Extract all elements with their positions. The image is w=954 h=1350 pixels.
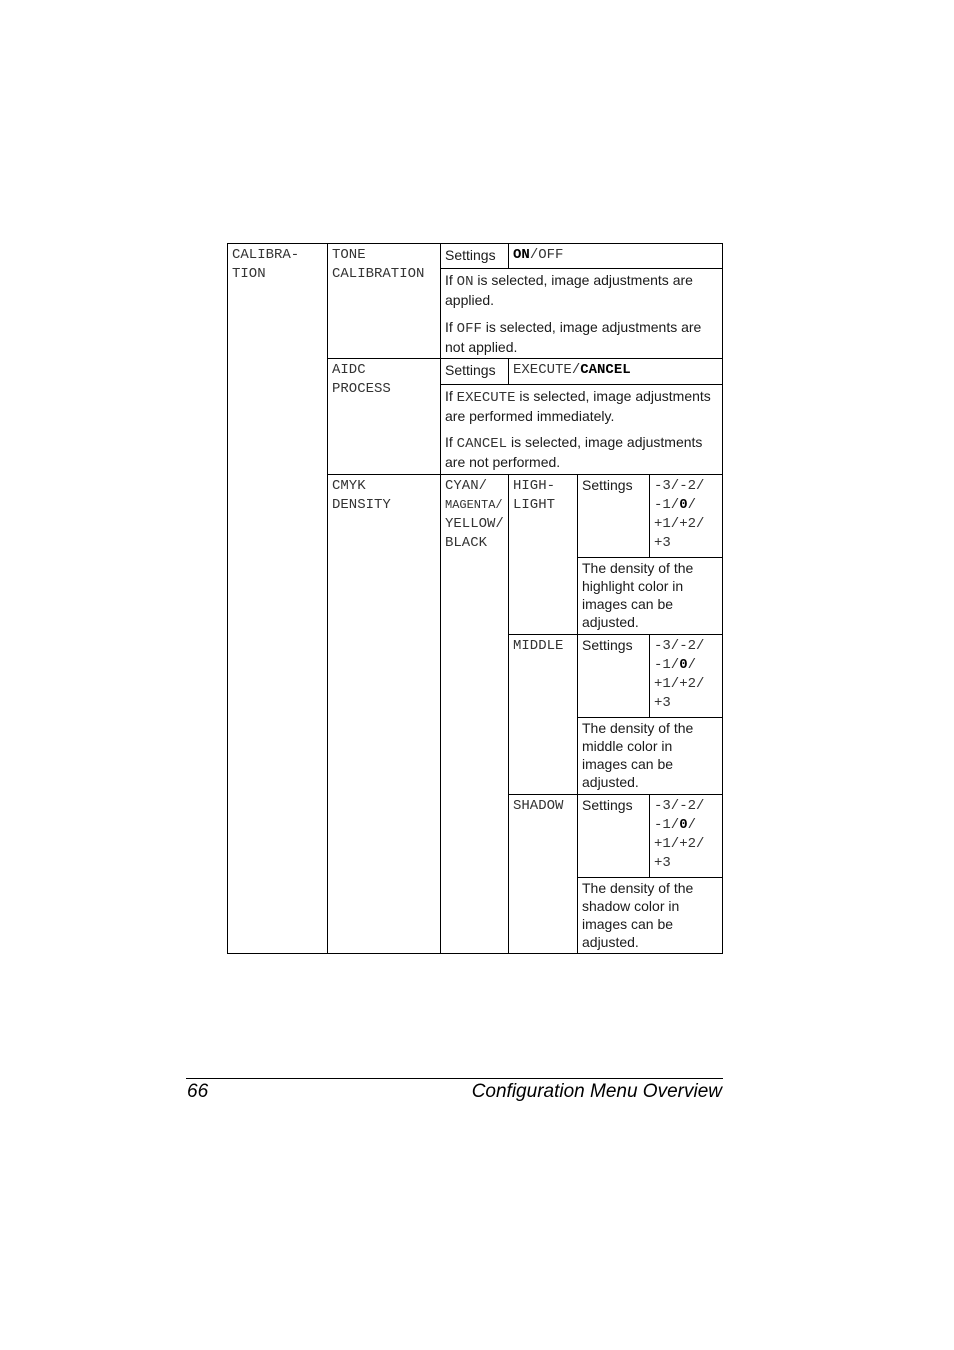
- aidc-process-label: AIDC PROCESS: [332, 362, 391, 397]
- highlight-description: The density of the highlight color in images can be adjusted.: [582, 560, 694, 630]
- tone-description-off: If OFF is selected, image adjustments are not applied.: [445, 319, 702, 355]
- tone-settings-value: ON/OFF: [513, 247, 564, 263]
- color-magenta: MAGENTA/: [445, 498, 503, 512]
- aidc-description-execute: If EXECUTE is selected, image adjustments are performed immediately.: [445, 388, 711, 424]
- calibration-menu-label: CALIBRA- TION: [232, 247, 300, 282]
- shadow-settings-label: Settings: [582, 797, 633, 813]
- middle-description: The density of the middle color in images can be adjusted.: [582, 720, 694, 790]
- page-title: Configuration Menu Overview: [471, 1081, 722, 1102]
- cmyk-color-list: [445, 477, 509, 553]
- tone-calibration-label: TONE CALIBRATION: [332, 247, 425, 282]
- shadow-settings-values: -3/-2/ -1/0/ +1/+2/ +3: [654, 798, 705, 871]
- shadow-label: SHADOW: [513, 798, 564, 814]
- aidc-description-cancel: If CANCEL is selected, image adjustments are not performed.: [445, 434, 703, 470]
- footer-rule: [186, 1078, 723, 1079]
- aidc-settings-value: EXECUTE/CANCEL: [513, 362, 631, 378]
- highlight-settings-values: -3/-2/ -1/0/ +1/+2/ +3: [654, 478, 705, 551]
- color-cyan: CYAN/: [445, 478, 488, 494]
- aidc-settings-label: Settings: [445, 362, 496, 378]
- shadow-description: The density of the shadow color in images can be adjusted.: [582, 880, 694, 950]
- middle-settings-label: Settings: [582, 637, 633, 653]
- highlight-settings-label: Settings: [582, 477, 633, 493]
- cmyk-density-label: CMYK DENSITY: [332, 478, 391, 513]
- middle-settings-values: -3/-2/ -1/0/ +1/+2/ +3: [654, 638, 705, 711]
- page-number: 66: [187, 1081, 209, 1102]
- tone-settings-label: Settings: [445, 247, 496, 263]
- highlight-label: HIGH- LIGHT: [513, 478, 556, 513]
- tone-description-on: If ON is selected, image adjustments are applied.: [445, 272, 693, 308]
- color-black: BLACK: [445, 535, 488, 551]
- middle-label: MIDDLE: [513, 638, 564, 654]
- color-yellow: YELLOW/: [445, 516, 504, 532]
